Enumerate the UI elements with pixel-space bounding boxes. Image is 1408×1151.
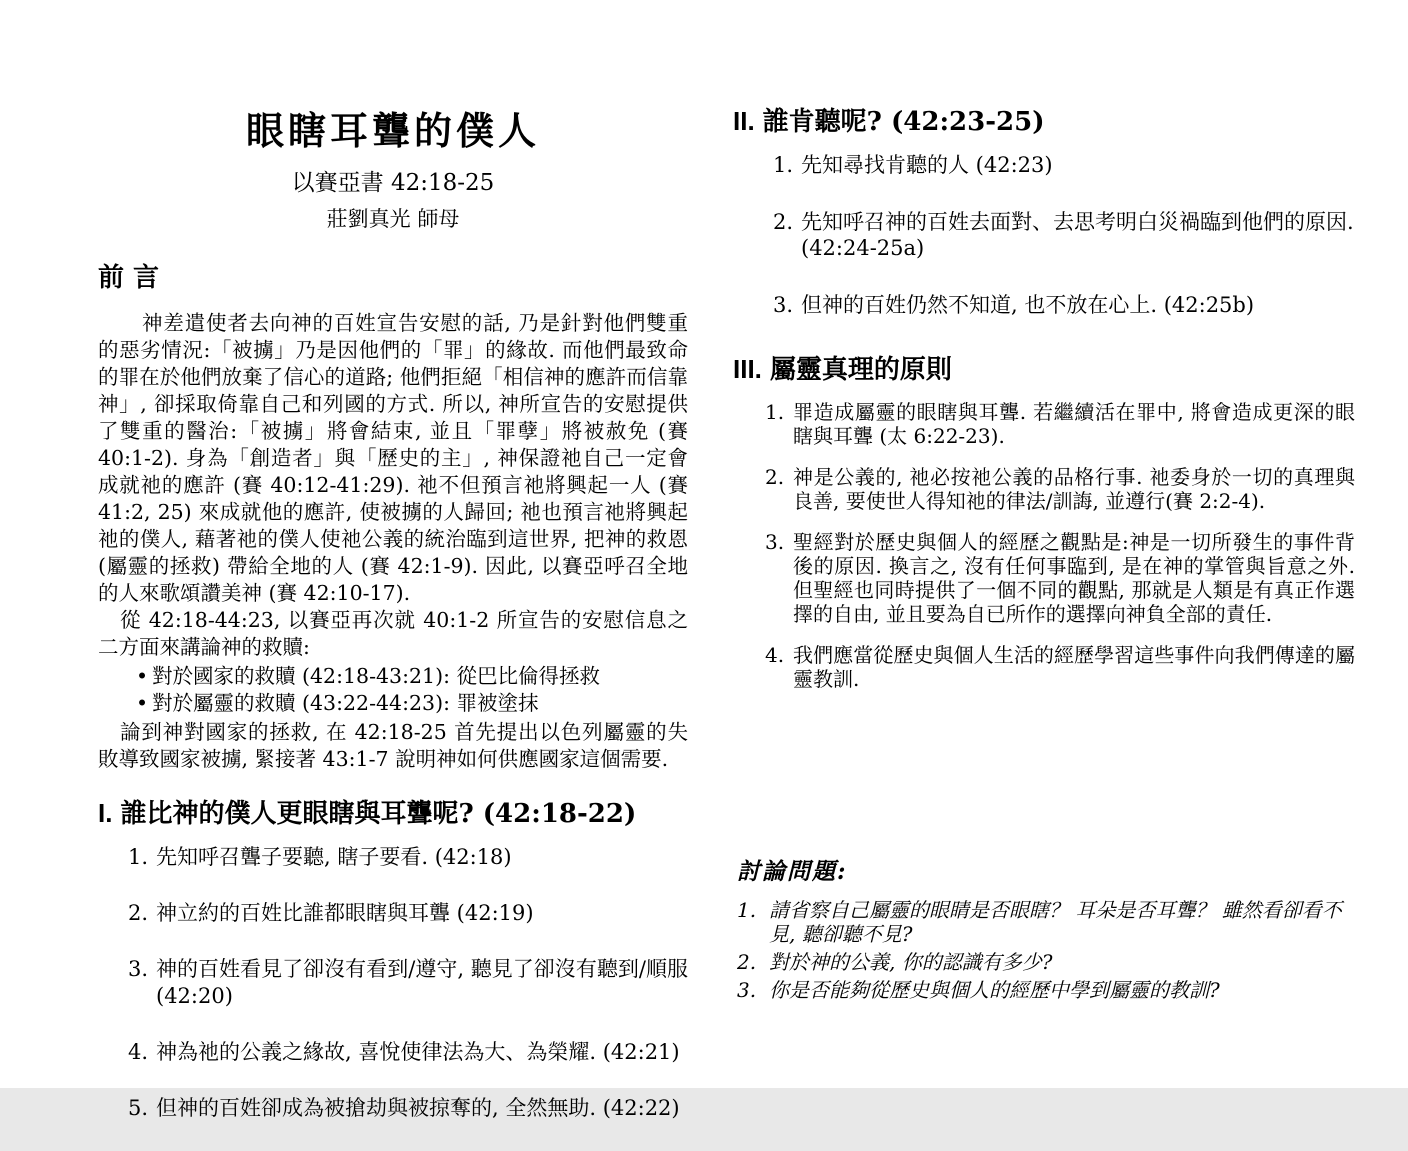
section-1-list xyxy=(128,844,688,1122)
item-text: 神是公義的, 祂必按祂公義的品格行事. 祂委身於一切的真理與良善, 要使世人得知祂的律法/訓誨, 並遵行(賽 2:2-4). xyxy=(793,465,1355,513)
discussion-question-list xyxy=(737,898,1355,1002)
list-item xyxy=(128,900,688,927)
list-item xyxy=(737,978,1355,1002)
list-item xyxy=(773,209,1355,261)
section-2-numeral: II. xyxy=(733,106,755,136)
bullet-text: 對於屬靈的救贖 (43:22-44:23): 罪被塗抹 xyxy=(152,691,539,715)
item-text: 神為祂的公義之緣故, 喜悅使律法為大、為榮耀. (42:21) xyxy=(156,1040,680,1064)
list-item xyxy=(128,1039,688,1066)
bullet-text: 對於國家的救贖 (42:18-43:21): 從巴比倫得拯救 xyxy=(152,664,601,688)
preface-heading: 前 言 xyxy=(98,263,160,293)
section-3-numeral: III. xyxy=(733,354,762,384)
preface-paragraph-2: 從 42:18-44:23, 以賽亞再次就 40:1-2 所宣告的安慰信息之二方面來講論神的救贖: xyxy=(98,608,688,659)
section-2-list xyxy=(773,152,1355,318)
question-number: 2. xyxy=(737,950,757,974)
list-item xyxy=(737,898,1355,946)
list-item xyxy=(765,530,1355,626)
item-text: 但神的百姓仍然不知道, 也不放在心上. (42:25b) xyxy=(801,293,1255,317)
item-text: 先知呼召神的百姓去面對、去思考明白災禍臨到他們的原因. (42:24-25a) xyxy=(801,210,1354,260)
list-item xyxy=(737,950,1355,974)
list-item xyxy=(773,292,1355,318)
item-number: 3. xyxy=(765,530,785,554)
author-name: 莊劉真光 師母 xyxy=(326,207,460,231)
section-1-heading xyxy=(98,793,688,830)
bullet-icon: • xyxy=(136,691,149,715)
list-item xyxy=(128,956,688,1010)
bullet-icon: • xyxy=(136,664,149,688)
section-3-title: 屬靈真理的原則 xyxy=(769,355,952,385)
item-number: 1. xyxy=(773,153,794,177)
question-text: 對於神的公義, 你的認識有多少? xyxy=(769,950,1053,974)
section-2-heading xyxy=(733,101,1355,138)
question-number: 3. xyxy=(737,978,757,1002)
left-column xyxy=(98,100,688,1151)
list-item xyxy=(136,690,688,717)
discussion-heading: 討論問題: xyxy=(737,858,848,885)
list-item xyxy=(765,400,1355,448)
item-text: 但神的百姓卻成為被搶劫與被掠奪的, 全然無助. (42:22) xyxy=(156,1096,680,1120)
question-number: 1. xyxy=(737,898,757,922)
list-item xyxy=(136,663,688,690)
item-number: 4. xyxy=(765,643,785,667)
list-item xyxy=(773,152,1355,178)
item-number: 2. xyxy=(773,210,794,234)
section-2-title: 誰肯聽呢? (42:23-25) xyxy=(762,107,1045,137)
item-number: 3. xyxy=(128,957,149,981)
item-number: 5. xyxy=(128,1096,149,1120)
preface-paragraph-1: 神差遣使者去向神的百姓宣告安慰的話, 乃是針對他們雙重的惡劣情況:「被擄」乃是因他們的「罪」的緣故. 而他們最致命的罪在於他們放棄了信心的道路; 他們拒絕「相信神的應許而信靠神」, 卻採取倚靠自己和列國的方式. 所以, 神所宣告的安慰提供了雙重的醫治:「被擄」將會結束, 並且「罪孽」將被赦免 (賽 40:1-2). 身為「創造者」與「歷史的主」, 神保證祂自己一定會成就祂的應許 (賽 40:12-41:29). 祂不但預言祂將興起一人 (賽41:2, 25) 來成就他的應許, 使被擄的人歸回; 祂也預言祂將興起祂的僕人, 藉著祂的僕人使祂公義的統治臨到這世界, 把神的救恩 (屬靈的拯救) 帶給全地的人 (賽 42:1-9). 因此, 以賽亞呼召全地的人來歌頌讚美神 (賽 42:10-17). xyxy=(98,311,688,605)
item-number: 1. xyxy=(128,845,149,869)
page-title: 眼瞎耳聾的僕人 xyxy=(245,108,540,153)
list-item xyxy=(765,643,1355,691)
list-item xyxy=(128,844,688,871)
item-number: 4. xyxy=(128,1040,149,1064)
section-3-list xyxy=(765,400,1355,691)
scripture-reference: 以賽亞書 42:18-25 xyxy=(291,170,495,196)
list-item xyxy=(128,1095,688,1122)
preface-paragraph-3: 論到神對國家的拯救, 在 42:18-25 首先提出以色列屬靈的失敗導致國家被擄, 緊接著 43:1-7 說明神如何供應國家這個需要. xyxy=(98,720,688,771)
item-text: 罪造成屬靈的眼瞎與耳聾. 若繼續活在罪中, 將會造成更深的眼瞎與耳聾 (太 6:22-23). xyxy=(793,400,1355,448)
item-number: 1. xyxy=(765,400,785,424)
item-text: 先知尋找肯聽的人 (42:23) xyxy=(801,153,1053,177)
discussion-section xyxy=(737,853,1355,1006)
list-item xyxy=(765,465,1355,513)
section-3-heading xyxy=(733,349,1355,386)
section-1-title: 誰比神的僕人更眼瞎與耳聾呢? (42:18-22) xyxy=(120,799,637,829)
title-block xyxy=(98,100,688,233)
question-text: 你是否能夠從歷史與個人的經歷中學到屬靈的教訓? xyxy=(769,978,1220,1002)
item-text: 我們應當從歷史與個人生活的經歷學習這些事件向我們傳達的屬靈教訓. xyxy=(793,643,1355,691)
item-number: 3. xyxy=(773,293,794,317)
item-number: 2. xyxy=(765,465,785,489)
redemption-bullet-list xyxy=(136,663,688,717)
item-number: 2. xyxy=(128,901,149,925)
item-text: 神立約的百姓比誰都眼瞎與耳聾 (42:19) xyxy=(156,901,534,925)
question-text: 請省察自己屬靈的眼睛是否眼瞎？ 耳朵是否耳聾？ 雖然看卻看不見, 聽卻聽不見? xyxy=(769,898,1342,946)
item-text: 聖經對於歷史與個人的經歷之觀點是:神是一切所發生的事件背後的原因. 換言之, 沒有任何事臨到, 是在神的掌管與旨意之外. 但聖經也同時提供了一個不同的觀點, 那就是人類是有真正作選擇的自由, 並且要為自已所作的選擇向神負全部的責任. xyxy=(793,530,1355,626)
section-1-numeral: I. xyxy=(98,798,113,828)
right-column xyxy=(733,101,1355,1002)
item-text: 神的百姓看見了卻沒有看到/遵守, 聽見了卻沒有聽到/順服 (42:20) xyxy=(156,957,688,1008)
item-text: 先知呼召聾子要聽, 瞎子要看. (42:18) xyxy=(156,845,512,869)
